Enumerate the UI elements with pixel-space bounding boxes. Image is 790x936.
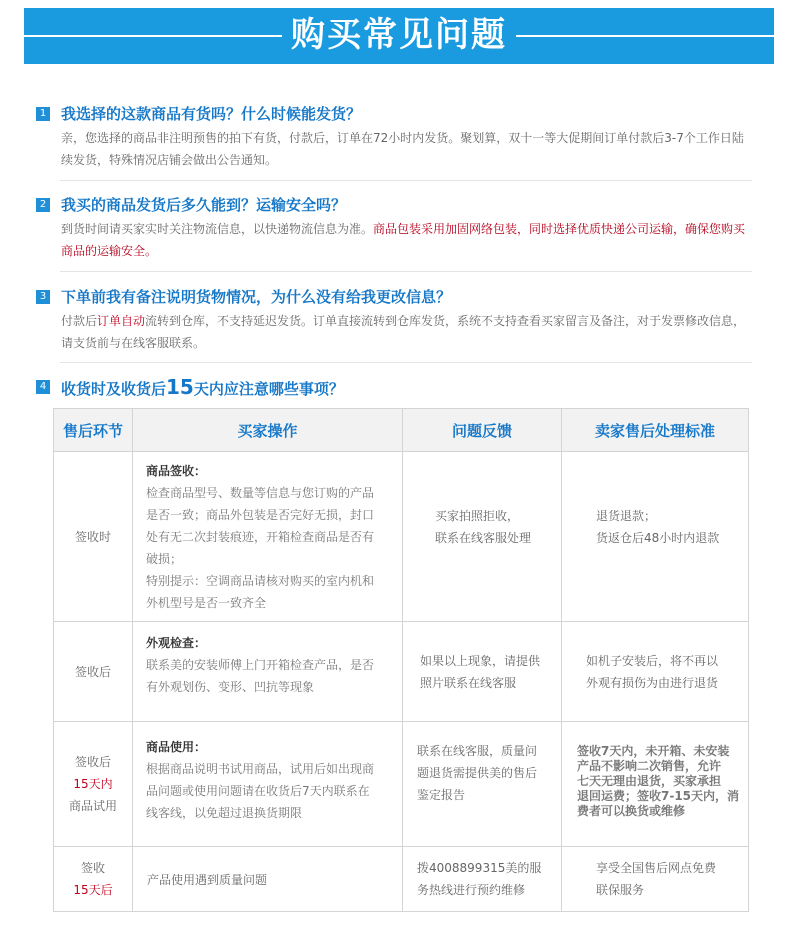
table-row-4-standard [562, 847, 748, 911]
standard-line: 退货退款； [596, 509, 657, 523]
feedback-line: 务热线进行预约维修 [417, 883, 526, 897]
operation-title: 商品使用： [146, 740, 207, 754]
faq-question-part: 收货时及收货后 [61, 380, 167, 398]
feedback-line: 买家拍照拒收， [435, 509, 520, 523]
operation-line: 品问题或使用问题请在收货后7天内联系在 [146, 784, 370, 798]
table-row-1-feedback [403, 452, 562, 622]
operation-line: 处有无二次封装痕迹，开箱检查商品是否有 [146, 530, 375, 544]
table-row-2-stage [54, 622, 133, 722]
standard-line: 货返仓后48小时内退款 [596, 531, 720, 545]
operation-line: 产品使用遇到质量问题 [147, 872, 268, 887]
table-header-stage: 售后环节 [54, 409, 133, 452]
faq-answer: 亲，您选择的商品非注明预售的拍下有货，付款后，订单在72小时内发货。聚划算，双十一等大促期间订单付款后3-7个工作日陆续发货，特殊情况店铺会做出公告通知。 [61, 131, 744, 167]
page-banner [24, 8, 774, 64]
stage-highlight: 15天内 [73, 777, 113, 791]
faq-number-badge: 2 [36, 198, 50, 212]
stage-label: 签收后 [74, 755, 111, 769]
operation-title: 外观检查： [146, 636, 207, 650]
table-row-1-stage [54, 452, 133, 622]
faq-answer-text: 付款后 [61, 314, 98, 328]
table-row-2-operation [133, 622, 403, 722]
standard-line: 如机子安装后，将不再以 [586, 654, 719, 668]
faq-question-part: 天内应注意哪些事项？ [193, 380, 344, 398]
operation-title: 商品签收： [146, 464, 207, 478]
table-row-3-standard [562, 722, 748, 847]
table-header-feedback: 问题反馈 [403, 409, 562, 452]
stage-highlight: 15天后 [73, 883, 113, 897]
faq-question: 我选择的这款商品有货吗？什么时候能发货？ [61, 105, 362, 123]
stage-label: 商品试用 [68, 799, 117, 813]
faq-question-number: 15 [166, 375, 194, 399]
operation-line: 有外观划伤、变形、凹抗等现象 [146, 680, 315, 694]
feedback-line: 联系在线客服，质量问 [417, 744, 538, 758]
standard-line: 外观有损伤为由进行退货 [586, 676, 719, 690]
banner-line-left [24, 35, 282, 37]
stage-label: 签收后 [74, 664, 111, 679]
faq-question: 我买的商品发货后多久能到？运输安全吗？ [61, 196, 347, 214]
standard-line: 产品不影响二次销售，允许 [577, 759, 722, 773]
standard-line: 退回运费；签收7-15天内，消 [577, 789, 740, 803]
faq-answer-text: 到货时间请买家实时关注物流信息，以快递物流信息为准。 [61, 222, 374, 236]
operation-line: 特别提示：空调商品请核对购买的室内机和 [146, 574, 375, 588]
standard-line: 费者可以换货或维修 [577, 804, 686, 818]
operation-line: 线客线，以免超过退换货期限 [146, 806, 303, 820]
faq-question [61, 375, 344, 401]
feedback-line: 照片联系在线客服 [420, 676, 517, 690]
standard-line: 联保服务 [596, 883, 645, 897]
feedback-line: 鉴定报告 [417, 788, 466, 802]
operation-line: 联系美的安装师傅上门开箱检查产品，是否 [146, 658, 375, 672]
table-row-1-operation [133, 452, 403, 622]
standard-line: 七天无理由退货，买家承担 [577, 774, 722, 788]
operation-line: 检查商品型号、数量等信息与您订购的产品 [146, 486, 375, 500]
faq-question: 下单前我有备注说明货物情况，为什么没有给我更改信息？ [61, 288, 452, 306]
divider [60, 271, 752, 272]
table-row-2-feedback [403, 622, 562, 722]
faq-answer [61, 218, 753, 262]
table-row-3-operation [133, 722, 403, 847]
faq-number-badge: 4 [36, 380, 50, 394]
table-row-4-operation [133, 847, 403, 911]
feedback-line: 如果以上现象，请提供 [420, 654, 541, 668]
standard-line: 享受全国售后网点免费 [596, 861, 717, 875]
divider [60, 362, 752, 363]
table-header-standard: 卖家售后处理标准 [562, 409, 748, 452]
table-row-4-feedback [403, 847, 562, 911]
table-header-operation: 买家操作 [133, 409, 403, 452]
faq-number-badge: 3 [36, 290, 50, 304]
stage-label: 签收时 [74, 529, 111, 544]
divider [60, 180, 752, 181]
table-row-2-standard [562, 622, 748, 722]
standard-line: 签收7天内，未开箱、未安装 [577, 744, 730, 758]
banner-line-right [516, 35, 774, 37]
faq-answer-highlight: 订单自动 [97, 314, 146, 328]
after-sales-table [53, 408, 749, 912]
table-row-3-feedback [403, 722, 562, 847]
faq-answer-highlight: 商品包装采用加固网络包装，同时选择优质快递公司运输，确保您购买商品的运输安全。 [61, 222, 746, 258]
operation-line: 根据商品说明书试用商品，试用后如出现商 [146, 762, 375, 776]
feedback-line: 联系在线客服处理 [435, 531, 532, 545]
table-row-3-stage [54, 722, 133, 847]
faq-answer [61, 310, 753, 354]
stage-label: 签收 [80, 861, 105, 875]
faq-answer-text: 流转到仓库，不支持延迟发货。订单直接流转到仓库发货，系统不支持查看买家留言及备注，对于发票修改信息，请支货前与在线客服联系。 [61, 314, 746, 350]
operation-line: 是否一致；商品外包装是否完好无损，封口 [146, 508, 375, 522]
feedback-line: 题退货需提供美的售后 [417, 766, 538, 780]
operation-line: 外机型号是否一致齐全 [146, 596, 267, 610]
faq-number-badge: 1 [36, 107, 50, 121]
feedback-line: 拨4008899315美的服 [417, 861, 542, 875]
table-row-1-standard [562, 452, 748, 622]
table-row-4-stage [54, 847, 133, 911]
page-title: 购买常见问题 [291, 15, 507, 55]
operation-line: 破损； [146, 552, 183, 566]
